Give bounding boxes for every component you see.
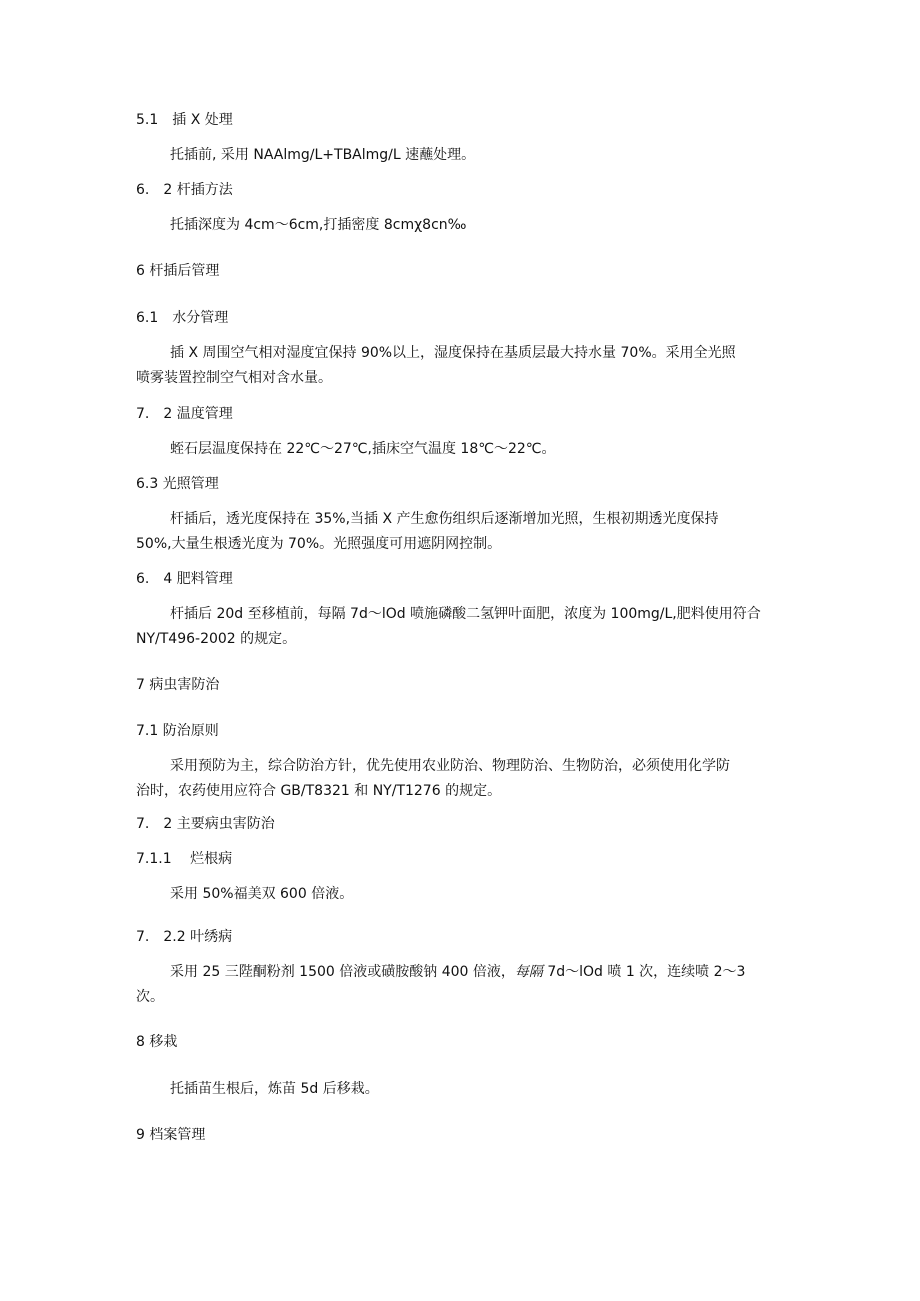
section-6-4-body-line2: NY/T496-2002 的规定。: [136, 631, 297, 647]
section-6-3-body-line1: 杆插后，透光度保持在 35%,当插 X 产生愈伤组织后逐渐增加光照，生根初期透光度保持: [170, 511, 719, 527]
italic-text-segment: 每隔: [514, 964, 543, 980]
section-7-2-2-body-line1: [170, 964, 745, 980]
section-7-2-temperature-body: 蛭石层温度保持在 22℃～27℃,插床空气温度 18℃～22℃。: [170, 441, 556, 457]
section-7-2-temperature-heading: 7. 2 温度管理: [136, 406, 233, 422]
section-7-1-heading: 7.1 防治原则: [136, 723, 219, 739]
section-7-2-pests-heading: 7. 2 主要病虫害防治: [136, 816, 275, 832]
section-8-body: 托插苗生根后，炼苗 5d 后移栽。: [170, 1081, 379, 1097]
section-7-2-2-heading: 7. 2.2 叶绣病: [136, 929, 233, 945]
section-6-2-method-heading: 6. 2 杆插方法: [136, 182, 233, 198]
section-5-1-body: 托插前, 采用 NAAlmg∕L+TBAlmg∕L 速蘸处理。: [170, 147, 476, 163]
section-6-4-heading: 6. 4 肥料管理: [136, 571, 233, 587]
section-6-3-heading: 6.3 光照管理: [136, 476, 219, 492]
section-7-1-1-body: 采用 50%福美双 600 倍液。: [170, 886, 354, 902]
section-6-4-body-line1: 杆插后 20d 至移植前，每隔 7d～lOd 喷施磷酸二氢钾叶面肥，浓度为 100mg/L,肥料使用符合: [170, 606, 761, 622]
section-6-3-body-line2: 50%,大量生根透光度为 70%。光照强度可用遮阴网控制。: [136, 536, 502, 552]
section-6-2-method-body: 托插深度为 4cm～6cm,打插密度 8cmχ8cn‰: [170, 217, 467, 233]
section-8-heading: 8 移栽: [136, 1034, 178, 1050]
section-6-1-heading: 6.1 水分管理: [136, 310, 229, 326]
section-7-1-body-line2: 治时，农药使用应符合 GB/T8321 和 NY/T1276 的规定。: [136, 783, 502, 799]
section-7-2-2-body-line2: 次。: [136, 989, 164, 1005]
section-7-heading: 7 病虫害防治: [136, 677, 220, 693]
section-9-heading: 9 档案管理: [136, 1127, 206, 1143]
section-7-1-body-line1: 采用预防为主，综合防治方针，优先使用农业防治、物理防治、生物防治，必须使用化学防: [170, 758, 730, 774]
section-5-1-heading: 5.1 插 X 处理: [136, 112, 233, 128]
section-6-heading: 6 杆插后管理: [136, 263, 220, 279]
body-text-segment: 7d～lOd 喷 1 次，连续喷 2～3: [542, 964, 746, 980]
body-text-segment: 采用 25 三陛酮粉剂 1500 倍液或磺胺酸钠 400 倍液，: [170, 964, 515, 980]
section-7-1-1-heading: 7.1.1 烂根病: [136, 851, 233, 867]
section-6-1-body-line1: 插 X 周围空气相对湿度宜保持 90%以上，湿度保持在基质层最大持水量 70%。采用全光照: [170, 345, 736, 361]
section-6-1-body-line2: 喷雾装置控制空气相对含水量。: [136, 370, 332, 386]
